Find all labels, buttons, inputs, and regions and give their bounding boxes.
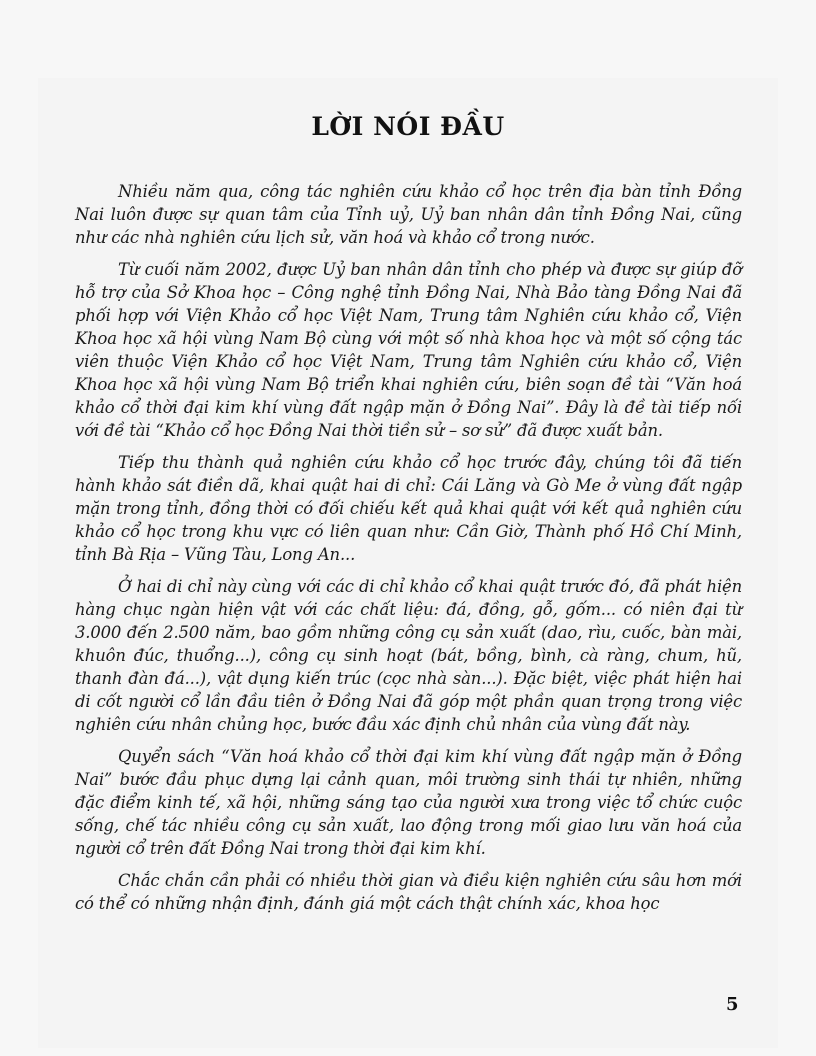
paragraph-4: Ở hai di chỉ này cùng với các di chỉ khảo cổ khai quật trước đó, đã phát hiện hàng chục ngàn hiện vật với các chất liệu: đá, đồng, gỗ, gốm... có niên đại từ 3.000 đến 2.500 năm, bao gồm những công cụ sản xuất (dao, rìu, cuốc, bàn mài, khuôn đúc, thuổng...), công cụ sinh hoạt (bát, bồng, bình, cà ràng, chum, hũ, thanh đàn đá...), vật dụng kiến trúc (cọc nhà sàn...). Đặc biệt, việc phát hiện hai di cốt người cổ lần đầu tiên ở Đồng Nai đã góp một phần quan trọng trong việc nghiên cứu nhân chủng học, bước đầu xác định chủ nhân của vùng đất này.: [75, 577, 742, 734]
paragraph-1: Nhiều năm qua, công tác nghiên cứu khảo cổ học trên địa bàn tỉnh Đồng Nai luôn được sự quan tâm của Tỉnh uỷ, Uỷ ban nhân dân tỉnh Đồng Nai, cũng như các nhà nghiên cứu lịch sử, văn hoá và khảo cổ trong nước.: [75, 182, 742, 247]
body-text: [75, 180, 742, 924]
paragraph-3: Tiếp thu thành quả nghiên cứu khảo cổ học trước đây, chúng tôi đã tiến hành khảo sát điền dã, khai quật hai di chỉ: Cái Lăng và Gò Me ở vùng đất ngập mặn trong tỉnh, đồng thời có đối chiếu kết quả khai quật với kết quả nghiên cứu khảo cổ học trong khu vực có liên quan như: Cần Giờ, Thành phố Hồ Chí Minh, tỉnh Bà Rịa – Vũng Tàu, Long An...: [75, 453, 742, 564]
paragraph-6: Chắc chắn cần phải có nhiều thời gian và điều kiện nghiên cứu sâu hơn mới có thể có những nhận định, đánh giá một cách thật chính xác, khoa học: [75, 871, 742, 913]
paragraph-5: Quyển sách “Văn hoá khảo cổ thời đại kim khí vùng đất ngập mặn ở Đồng Nai” bước đầu phục dựng lại cảnh quan, môi trường sinh thái tự nhiên, những đặc điểm kinh tế, xã hội, những sáng tạo của người xưa trong việc tổ chức cuộc sống, chế tác nhiều công cụ sản xuất, lao động trong mối giao lưu văn hoá của người cổ trên đất Đồng Nai trong thời đại kim khí.: [75, 747, 742, 858]
page-title: LỜI NÓI ĐẦU: [311, 112, 505, 141]
page-number: 5: [726, 994, 739, 1015]
paragraph-2: Từ cuối năm 2002, được Uỷ ban nhân dân tỉnh cho phép và được sự giúp đỡ hỗ trợ của Sở Khoa học – Công nghệ tỉnh Đồng Nai, Nhà Bảo tàng Đồng Nai đã phối hợp với Viện Khảo cổ học Việt Nam, Trung tâm Nghiên cứu khảo cổ, Viện Khoa học xã hội vùng Nam Bộ cùng với một số nhà khoa học và một số cộng tác viên thuộc Viện Khảo cổ học Việt Nam, Trung tâm Nghiên cứu khảo cổ, Viện Khoa học xã hội vùng Nam Bộ triển khai nghiên cứu, biên soạn đề tài “Văn hoá khảo cổ thời đại kim khí vùng đất ngập mặn ở Đồng Nai”. Đây là đề tài tiếp nối với đề tài “Khảo cổ học Đồng Nai thời tiền sử – sơ sử” đã được xuất bản.: [75, 260, 742, 440]
